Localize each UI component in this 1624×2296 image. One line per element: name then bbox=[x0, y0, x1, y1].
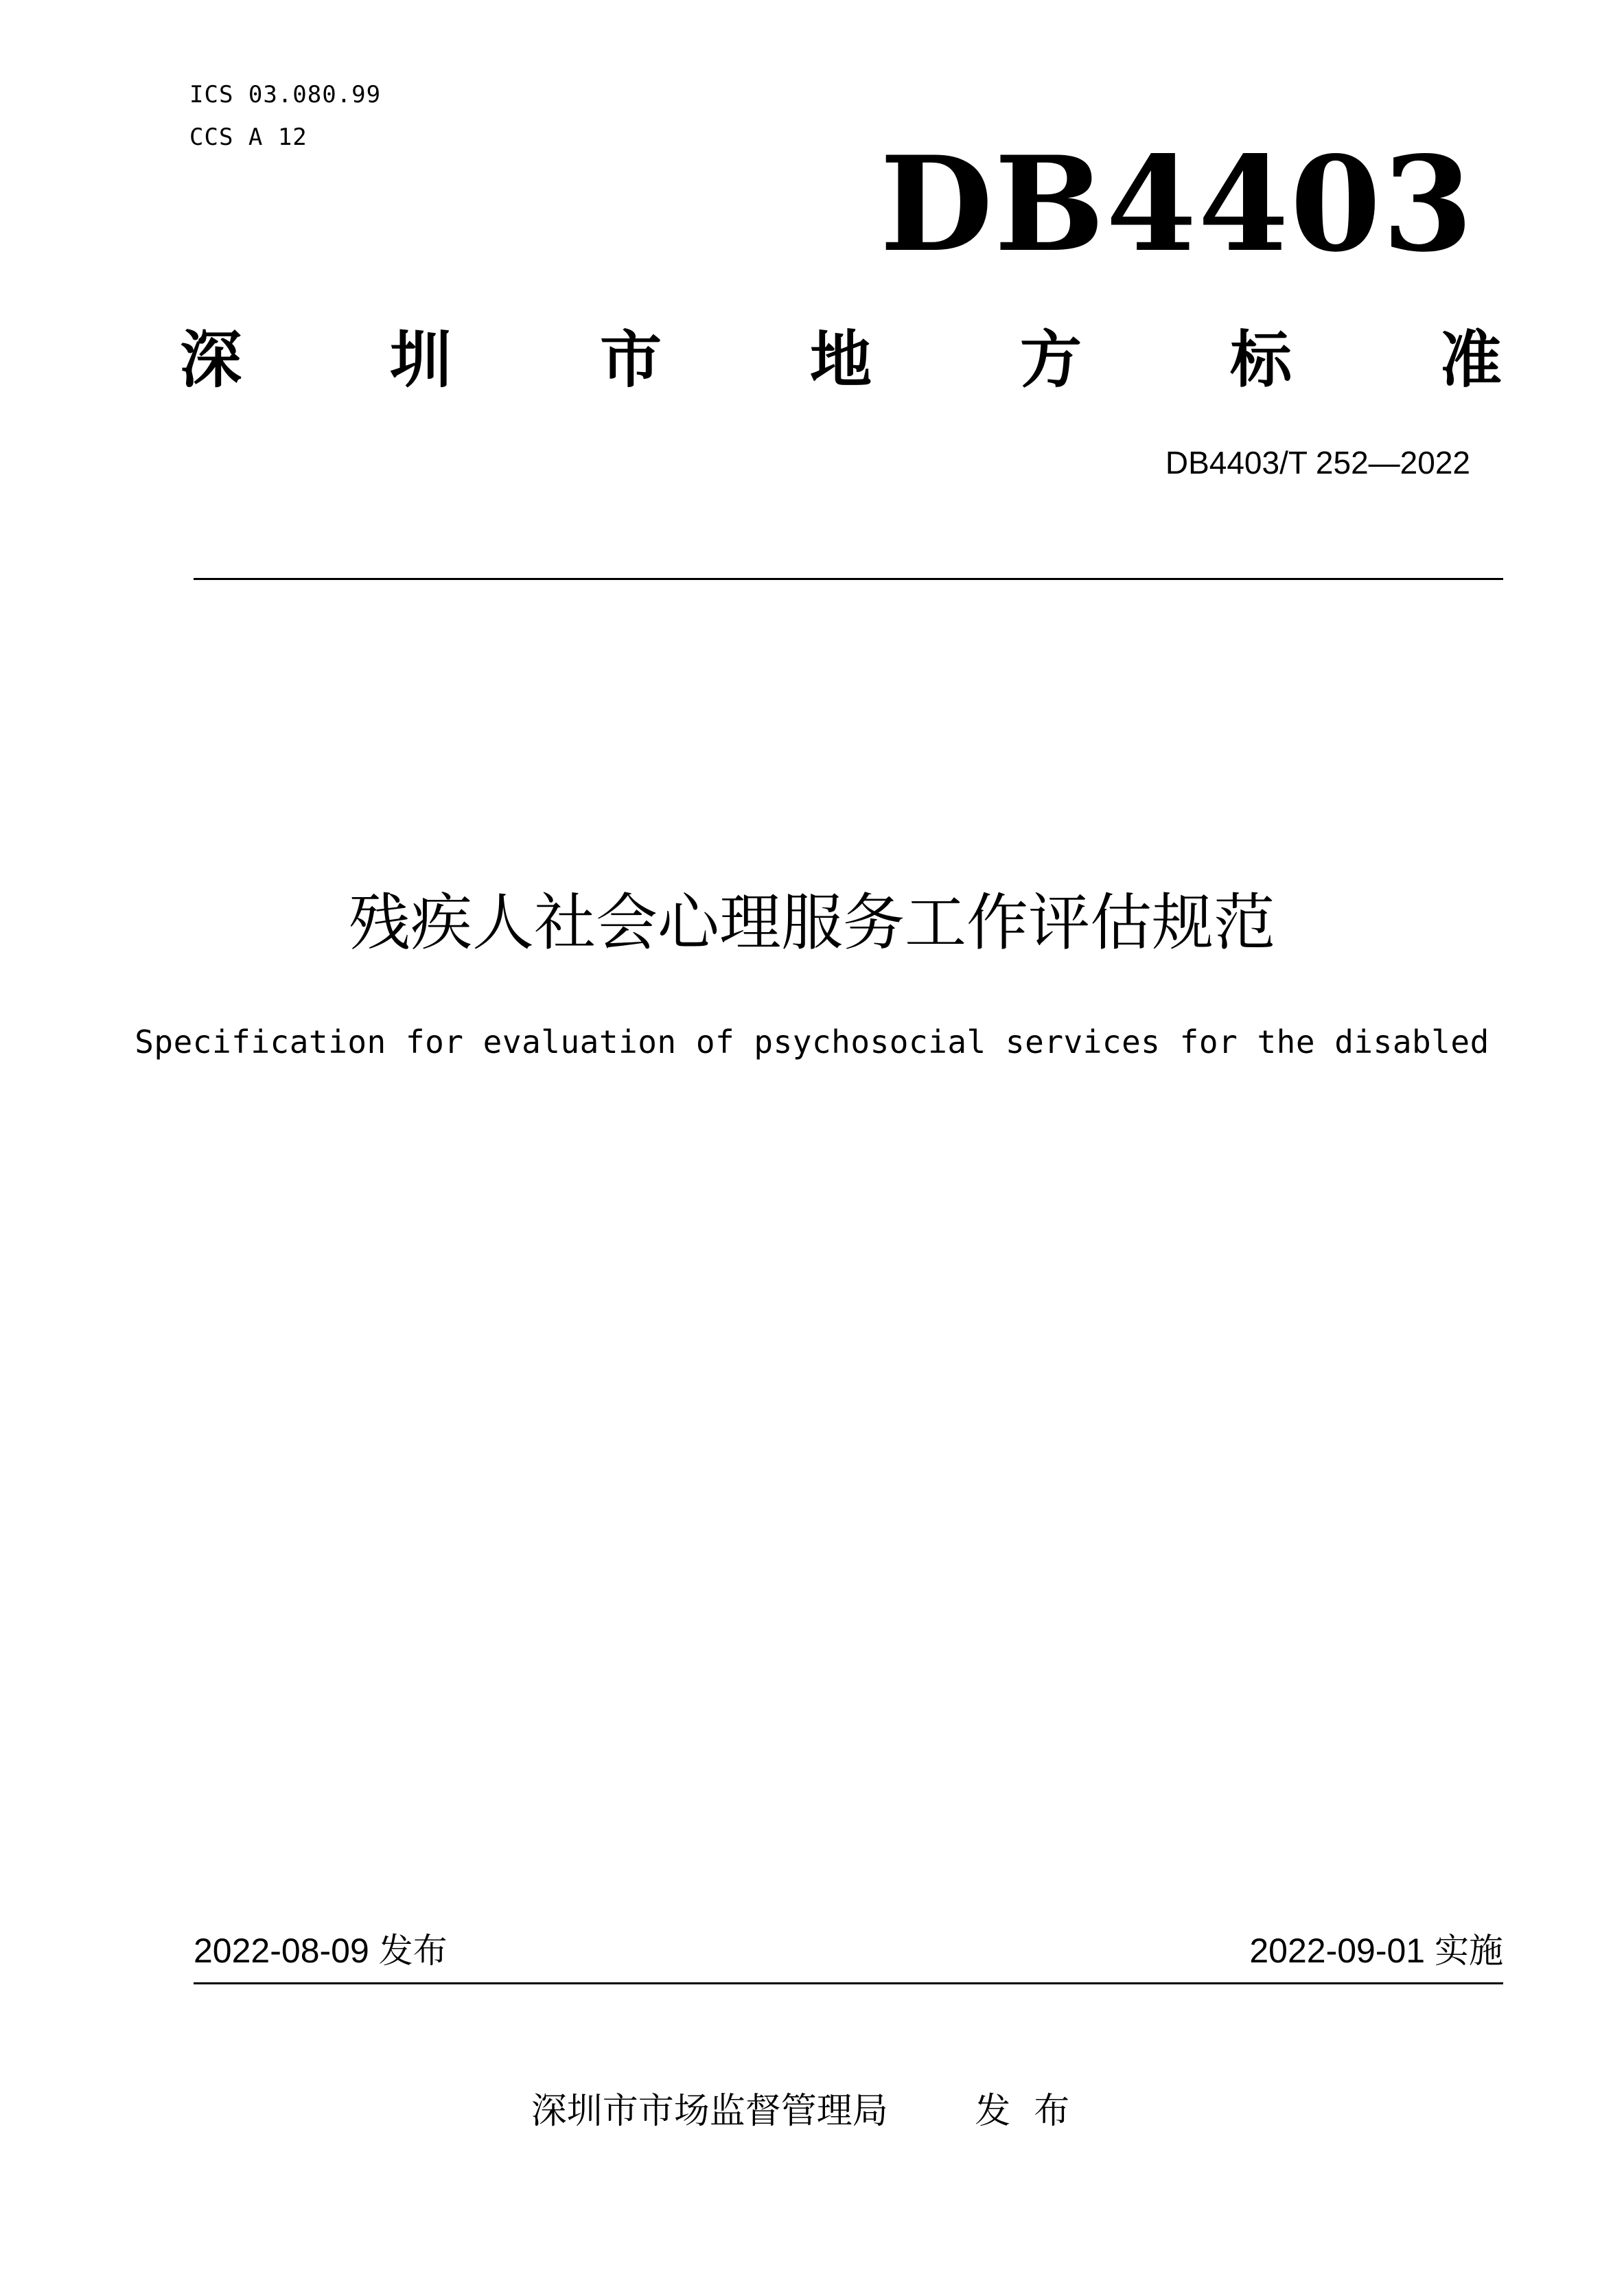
standard-type-char: 深 bbox=[180, 324, 242, 396]
issue-date: 2022-08-09 发布 bbox=[194, 1932, 448, 1970]
standard-type-char: 市 bbox=[600, 324, 662, 396]
standard-type-char: 方 bbox=[1020, 324, 1082, 396]
implementation-date: 2022-09-01 实施 bbox=[1249, 1932, 1503, 1970]
standard-number: DB4403/T 252—2022 bbox=[1165, 445, 1470, 480]
issuer-action: 发布 bbox=[975, 2091, 1093, 2132]
issuer-line bbox=[0, 2089, 1624, 2133]
title-english: Specification for evaluation of psychosocial services for the disabled bbox=[135, 1023, 1489, 1060]
standard-logo-text: DB4403 bbox=[879, 128, 1474, 281]
ccs-code: CCS A 12 bbox=[189, 124, 308, 151]
footer-divider bbox=[194, 1982, 1503, 1984]
ics-code: ICS 03.080.99 bbox=[189, 81, 382, 108]
standard-type-char: 准 bbox=[1440, 324, 1502, 396]
title-chinese: 残疾人社会心理服务工作评估规范 bbox=[349, 887, 1275, 959]
header-divider bbox=[194, 578, 1503, 580]
standard-type-char: 圳 bbox=[390, 324, 452, 396]
standard-type-char: 地 bbox=[810, 324, 872, 396]
standard-type-char: 标 bbox=[1230, 324, 1292, 396]
standard-type-heading bbox=[180, 313, 1502, 395]
issuer-name: 深圳市市场监督管理局 bbox=[531, 2091, 888, 2132]
